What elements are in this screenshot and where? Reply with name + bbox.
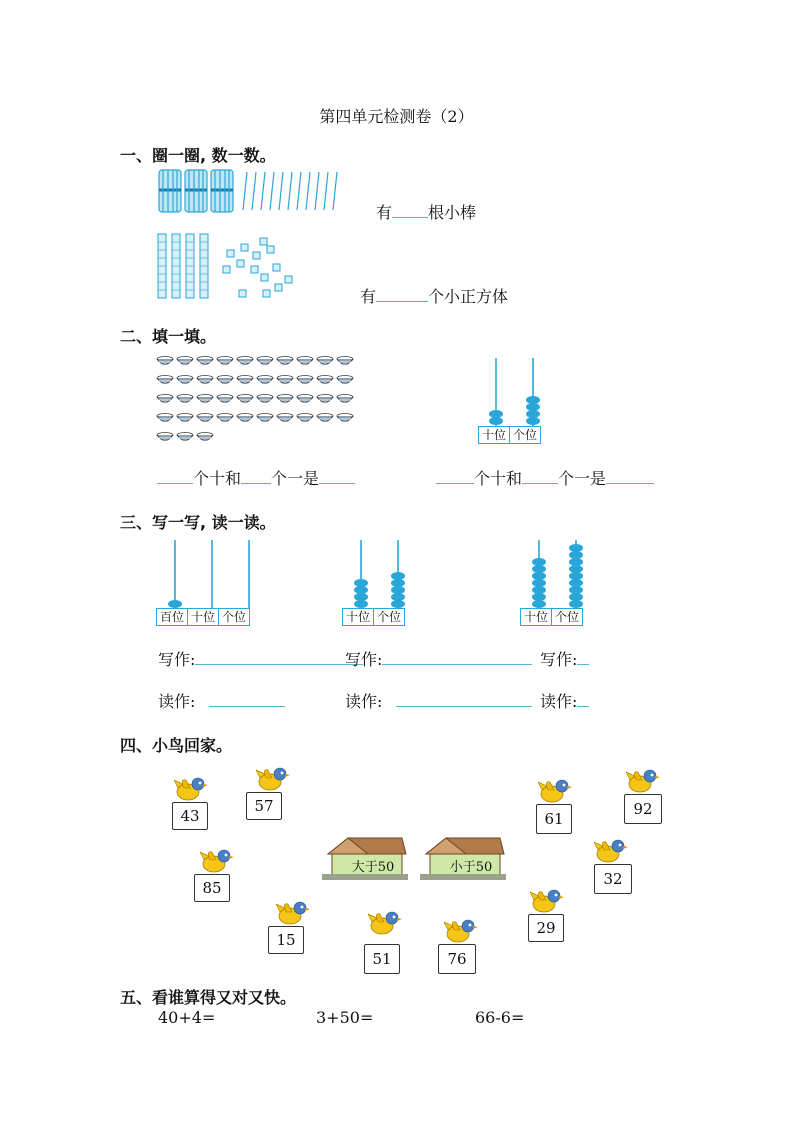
read-line-2: 读作: (345, 689, 532, 712)
fill-b-tens-blank[interactable] (436, 471, 474, 484)
fill-line-a: 个十和 个一是 (157, 466, 355, 489)
cubes-illustration (155, 232, 300, 302)
bird-icon (368, 908, 404, 936)
bird-icon (200, 846, 236, 874)
bird-number: 61 (536, 804, 572, 834)
fill-line-b: 个十和 个一是 (436, 466, 654, 489)
sticks-illustration (155, 168, 345, 218)
sticks-count-line: 有 根小棒 (376, 203, 477, 222)
bird-icon (538, 776, 574, 804)
sticks-answer-blank[interactable] (392, 205, 428, 218)
fill-a-tens-blank[interactable] (157, 471, 193, 484)
bird-icon (626, 766, 662, 794)
bird-card[interactable] (172, 774, 210, 832)
stick-bundle-3 (211, 170, 233, 212)
write-3-blank[interactable] (577, 652, 589, 665)
abacus-place-labels: 百位 十位 个位 (156, 608, 250, 626)
house-left-label: 大于50 (351, 860, 395, 875)
write-line-2: 写作: (345, 647, 532, 670)
section-3-heading: 三、写一写, 读一读。 (120, 513, 276, 532)
bird-card[interactable] (528, 886, 566, 944)
read-2-blank[interactable] (396, 694, 532, 707)
cubes-answer-blank[interactable] (376, 289, 428, 302)
abacus-79 (520, 540, 595, 628)
read-1-blank[interactable] (209, 694, 285, 707)
read-line-3: 读作: (540, 689, 589, 712)
bird-icon (174, 774, 210, 802)
bird-number: 57 (246, 792, 282, 820)
abacus-place-labels: 十位 个位 (342, 608, 405, 626)
abacus-rods (342, 540, 417, 610)
bird-card[interactable] (536, 776, 574, 834)
bird-icon (444, 916, 480, 944)
abacus-place-labels: 十位 个位 (478, 426, 541, 444)
bird-icon (594, 836, 630, 864)
bird-number: 29 (528, 914, 564, 942)
house-less-than-50[interactable] (420, 836, 506, 882)
page-title: 第四单元检测卷（2） (319, 107, 474, 126)
fill-b-ones-blank[interactable] (522, 471, 558, 484)
cubes-count-line: 有 个小正方体 (360, 287, 509, 306)
stick-bundle-2 (185, 170, 207, 212)
abacus-tens-ones (478, 356, 553, 448)
bird-card[interactable] (624, 766, 662, 824)
bird-card[interactable] (194, 846, 232, 904)
abacus-place-labels: 十位 个位 (520, 608, 583, 626)
read-3-blank[interactable] (577, 694, 589, 707)
fill-b-result-blank[interactable] (606, 471, 654, 484)
abacus-rods (520, 540, 595, 610)
section-5-heading: 五、看谁算得又对又快。 (120, 988, 297, 1007)
bird-icon (530, 886, 566, 914)
bird-card[interactable] (246, 764, 284, 822)
abacus-rods (156, 540, 268, 610)
bird-number: 76 (438, 944, 476, 974)
problem-1: 40+4= (158, 1008, 216, 1027)
bird-number: 43 (172, 802, 208, 830)
fill-a-ones-blank[interactable] (241, 471, 271, 484)
section-2-heading: 二、填一填。 (120, 327, 217, 346)
bird-number: 32 (594, 864, 632, 894)
bird-card[interactable] (364, 908, 402, 974)
abacus-rods (478, 356, 553, 428)
stick-bundle-1 (159, 170, 181, 212)
bird-card[interactable] (594, 836, 632, 894)
problem-2: 3+50= (316, 1008, 374, 1027)
abacus-45 (342, 540, 417, 628)
house-right-label: 小于50 (449, 860, 493, 875)
write-line-1: 写作: (158, 647, 363, 670)
fill-a-result-blank[interactable] (319, 471, 355, 484)
bird-number: 51 (364, 944, 400, 974)
single-sticks (243, 172, 337, 210)
bird-number: 85 (194, 874, 230, 902)
write-line-3: 写作: (540, 647, 589, 670)
basket-illustration (155, 354, 355, 446)
bird-number: 15 (268, 926, 304, 954)
bird-card[interactable] (438, 916, 476, 974)
section-1-heading: 一、圈一圈, 数一数。 (120, 146, 276, 165)
bird-number: 92 (624, 794, 662, 824)
bird-icon (256, 764, 292, 792)
write-2-blank[interactable] (382, 652, 532, 665)
bird-card[interactable] (268, 898, 306, 956)
write-1-blank[interactable] (195, 652, 363, 665)
read-line-1: 读作: (158, 689, 285, 712)
abacus-hundreds (156, 540, 268, 628)
section-4-heading: 四、小鸟回家。 (120, 736, 233, 755)
problem-3: 66-6= (475, 1008, 525, 1027)
house-greater-than-50[interactable] (322, 836, 408, 882)
bird-icon (276, 898, 312, 926)
